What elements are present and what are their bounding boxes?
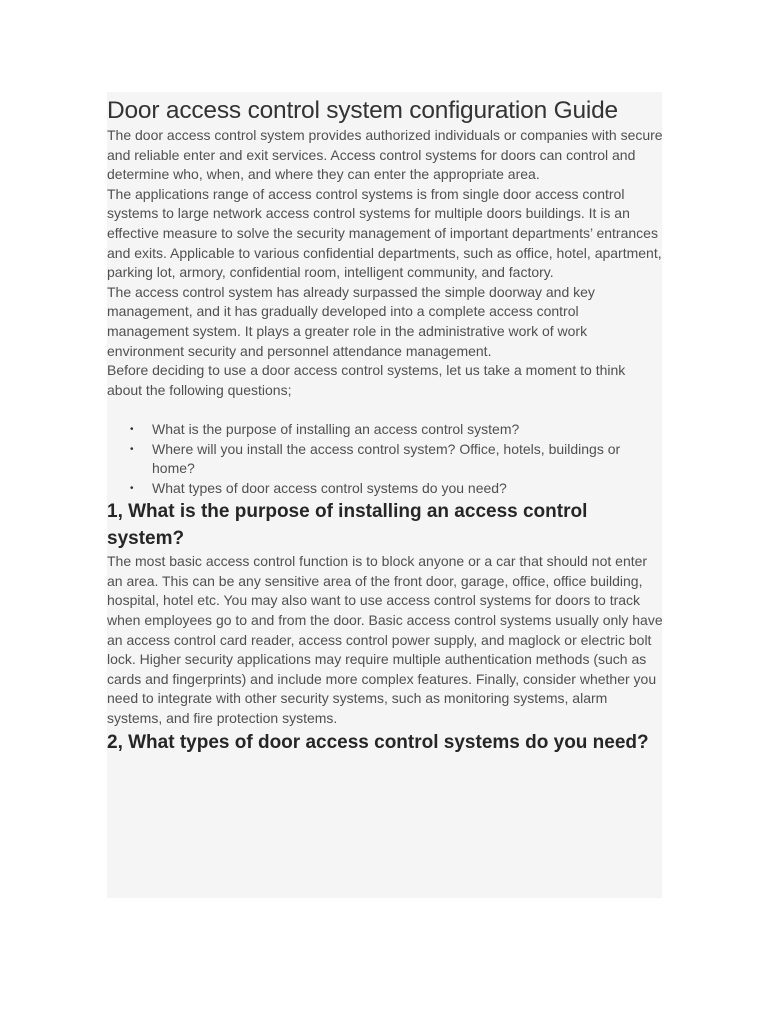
list-item — [130, 440, 663, 479]
bullet-icon: • — [130, 482, 134, 494]
section-1-heading: 1, What is the purpose of installing an access control system? — [107, 501, 588, 550]
question-text: Where will you install the access control system? Office, hotels, buildings or home? — [152, 440, 621, 477]
intro-paragraph-4: Before deciding to use a door access control systems, let us take a moment to think about the following questions; — [107, 362, 626, 398]
intro-paragraph-1: The door access control system provides authorized individuals or companies with secure and reliable enter and exit services. Access control systems for doors can control and determine who, when, and where they can enter the appropriate area. — [107, 127, 663, 183]
intro-paragraph-3: The access control system has already surpassed the simple doorway and key management, and it has gradually developed into a complete access control management system. It plays a greater role in the administrative work of work environment security and personnel attendance management. — [107, 283, 595, 359]
page-title: Door access control system configuration Guide — [107, 97, 618, 124]
section-2-heading: 2, What types of door access control systems do you need? — [107, 731, 649, 753]
section-1-body: The most basic access control function is to block anyone or a car that should not enter an area. This can be any sensitive area of the front door, garage, office, office building, hospital, hotel etc. You may also want to use access control systems for doors to track when employees go to and from the door. Basic access control systems usually only have an access control card reader, access control power supply, and maglock or electric bolt lock. Higher security applications may require multiple authentication methods (such as cards and fingerprints) and include more complex features. Finally, consider whether you need to integrate with other security systems, such as monitoring systems, alarm systems, and fire protection systems. — [107, 553, 663, 727]
list-item — [130, 420, 663, 440]
intro-paragraph-2: The applications range of access control systems is from single door access control systems to large network access control systems for multiple doors buildings. It is an effective measure to solve the security management of important departments’ entrances and exits. Applicable to various confidential departments, such as office, hotel, apartment, parking lot, armory, confidential room, intelligent community, and factory. — [107, 185, 662, 281]
question-text: What is the purpose of installing an access control system? — [152, 420, 520, 437]
questions-list — [107, 420, 663, 498]
bullet-icon: • — [130, 423, 134, 435]
article — [107, 92, 663, 756]
bullet-icon: • — [130, 443, 134, 455]
list-item — [130, 479, 663, 499]
question-text: What types of door access control systems do you need? — [152, 479, 507, 496]
